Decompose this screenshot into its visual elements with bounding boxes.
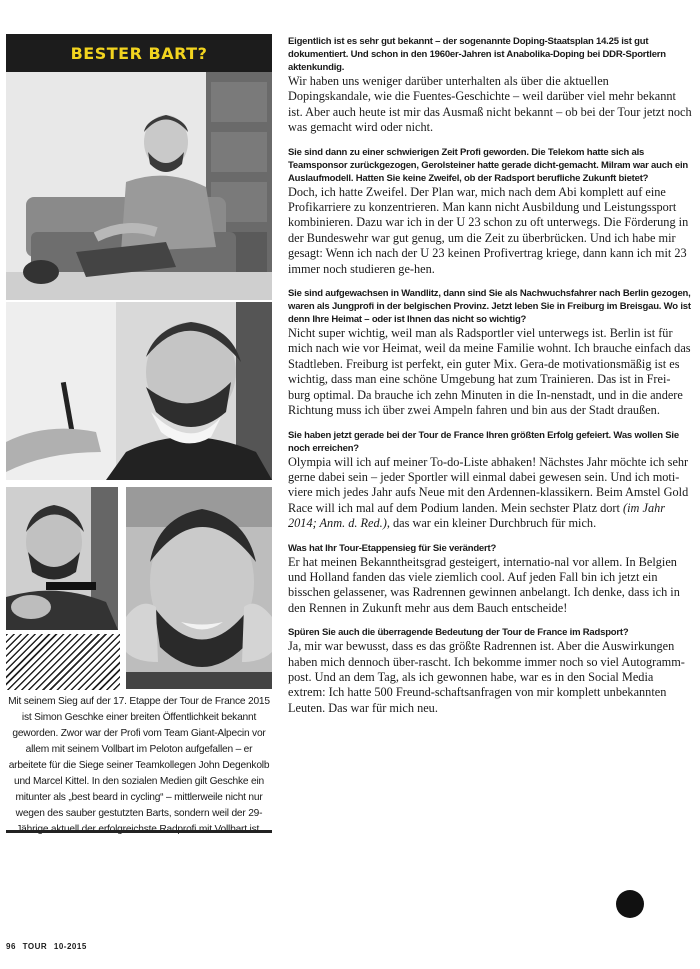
answer-text: , das war ein kleiner Durchbruch für mich. [386,516,597,531]
interview-question: Sie sind aufgewachsen in Wandlitz, dann sind Sie als Nachwuchsfahrer nach Berlin gezogen, waren als Jungprofi in der belgischen Provinz. Jetzt leben Sie in Freiburg im Breisgau. Wo ist denn Ihre Heimat – oder ist Ihnen das nicht so wichtig? [288,288,691,326]
sidebar-heading: BESTER BART? [70,43,208,63]
interview-question: Sie sind dann zu einer schwierigen Zeit Profi geworden. Die Telekom hatte sich als Teamsponsor zurückgezogen, Gerolsteiner hatte gerade dicht-gemacht. Milram war auch ein Auslaufmodell. Hatten Sie keine Zweifel, ob der Radsport berufliche Zukunft bietet? [288,146,688,184]
end-mark [616,890,644,918]
magazine-name: TOUR [22,942,48,951]
interview-question: Sie haben jetzt gerade bei der Tour de France Ihren größten Erfolg gefeiert. Was wollen Sie noch erreichen? [288,429,679,454]
sidebar-caption: Mit seinem Sieg auf der 17. Etappe der Tour de France 2015 ist Simon Geschke einer breiten Öffentlichkeit bekannt geworden. Zwor war der Profi vom Team Giant-Alpecin vor allem mit seinem Vollbart im Peloton aufgefallen – er arbeitete für die Siege seiner Teamkollegen John Degenkolb und Marcel Kittel. In den sozialen Medien gilt Geschke ein mitunter als „best beard in cycling“ – mittlerweile nicht nur wegen des sauber gestutzten Barts, sondern weil der 29- [8,696,270,819]
interview-answer: Er hat meinen Bekanntheitsgrad gesteigert, internatio-nal vor allem. In Belgien und Holland fanden das viele ziemlich cool. Auf jeden Fall bin ich jetzt ein bisschen gelassener, was Radrennen gewinnen anbelangt. Ich denke, dass ich in den Rennen in Zukunft mehr aus dem Bauch entscheide! [288,554,680,615]
interview-answer: Doch, ich hatte Zweifel. Der Plan war, mich nach dem Abi komplett auf eine Profikarriere zu konzentrieren. Man kann nicht Ausbildung und Leistungssport kombinieren. Dazu war ich in der U 23 schon zu oft unterwegs. Die Förderung in der Bundeswehr war gut genug, um die Zeit zu überbrücken. Und ich habe mir gesagt: Wenn ich nach der U 23 keinen Profivertrag kriege, dann kann ich mit 23 immer noch studieren ge-hen. [288,184,689,276]
interview-question: Spüren Sie auch die überragende Bedeutung der Tour de France im Radsport? [288,627,629,639]
photo-smiling-closeup [126,487,272,689]
page-number: 96 [6,942,16,951]
page-footer [6,942,91,951]
decorative-pattern [6,634,120,690]
interview-answer [288,455,692,532]
issue-label: 10-2015 [53,942,87,951]
interview-question: Eigentlich ist es sehr gut bekannt – der sogenannte Doping-Staatsplan 14.25 ist gut dokumentiert. Und schon in den 1960er-Jahren ist Anabolika-Doping bei DDR-Sportlern aktenkundig. [288,36,666,73]
editor-note: (im Jahr 2014; Anm. d. Red.) [288,500,666,531]
interview-question: Was hat Ihr Tour-Etappensieg für Sie verändert? [288,542,497,554]
interview-column [288,35,692,726]
answer-text: Olympia will ich auf meiner To-do-Liste abhaken! Nächstes Jahr möchte ich sehr gerne dabei sein – jeder Sportler will einmal dabei gewesen sein. Und ich moti-viere mich jedes Jahr aufs Neue mit den Ardennen-klassikern. Beim Amstel Gold Race will ich mal auf dem Podium landen. Mein sechster Platz dort [288,454,689,515]
photo-beard-trim [6,487,118,630]
caption-divider [6,830,272,833]
photo-seated-portrait [6,72,272,300]
interview-answer: Nicht super wichtig, weil man als Radsportler viel unterwegs ist. Berlin ist für mich nach wie vor Heimat, weil da meine Familie wohnt. Ich brauche einfach das Stadtleben. Freiburg ist perfekt, ein guter Mix. Gera-de motivationsmäßig ist es wichtig, dass man eine schöne Umgebung hat zum Trainieren. Das ist in Frei-burg optimal. Da brauche ich zehn Minuten in die In-nenstadt, und in die andere Richtung muss ich über zwei Ampeln fahren und bin aus der Stadt draußen. [288,326,691,418]
interview-answer: Ja, mir war bewusst, dass es das größte Radrennen ist. Aber die Auswirkungen haben mich dennoch über-rascht. Ich bekomme immer noch so viel Autogramm-post. Und an dem Tag, als ich gewonnen habe, war es in den Social Media extrem: Ich hatte 500 Freund-schaftsanfragen von mir komplett unbekannten Leuten. Das war für mich neu. [288,639,685,715]
interview-answer: Wir haben uns weniger darüber unterhalten als über die aktuellen Dopingskandale, wie die Fuentes-Geschichte – weil darüber viel mehr bekannt ist. Aber auch heute ist mir das Ausmaß nicht bekannt – ob bei der Tour jetzt noch was gemacht wird oder nicht. [288,74,692,135]
sidebar-heading-banner [6,34,272,72]
photo-shaving [6,302,272,480]
